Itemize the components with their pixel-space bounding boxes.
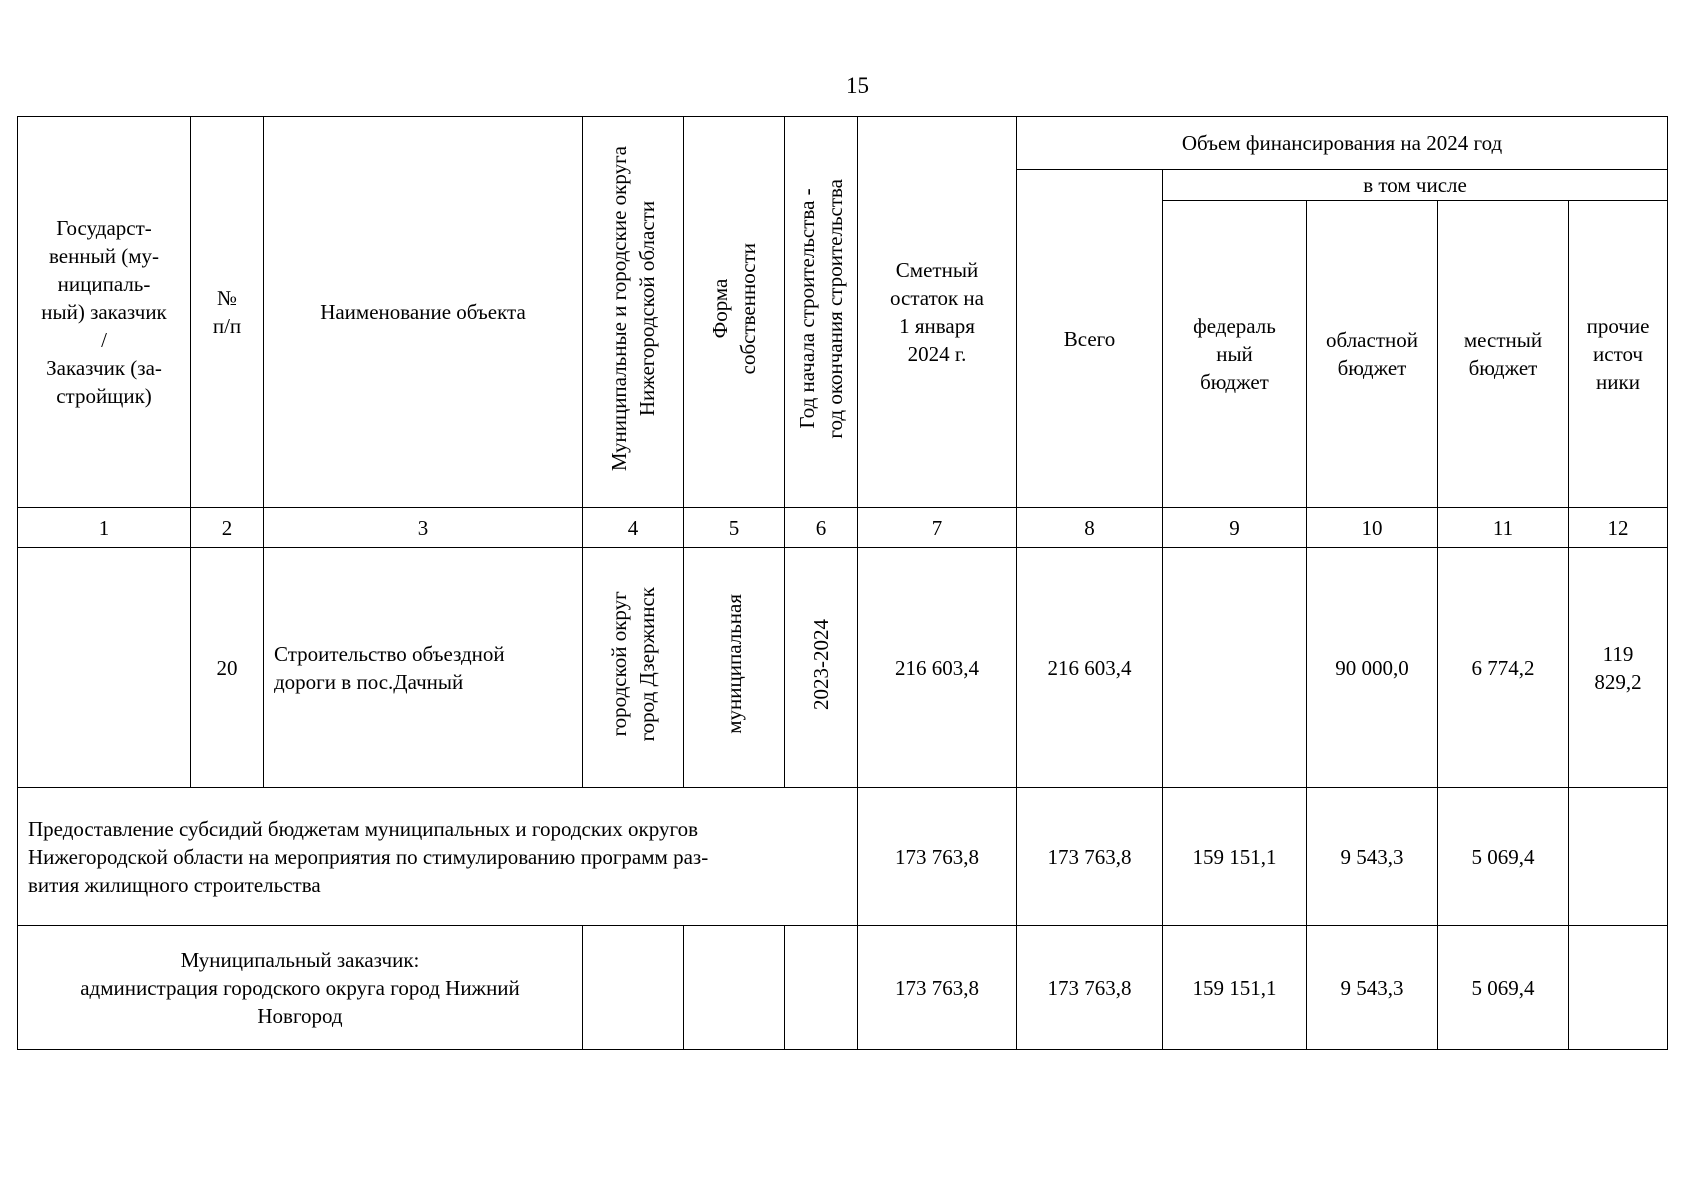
column-number: 8 — [1017, 508, 1163, 548]
header-estimate-remainder: Сметный остаток на 1 января 2024 г. — [858, 117, 1017, 508]
header-other-sources: прочие источ ники — [1569, 201, 1668, 508]
object-ownership-text: муниципальная — [722, 594, 746, 734]
header-federal-budget: федераль ный бюджет — [1163, 201, 1307, 508]
header-row-number: № п/п — [191, 117, 264, 508]
header-customer: Государст- венный (му- ниципаль- ный) заказчик / Заказчик (за- стройщик) — [18, 117, 191, 508]
subsidy-description: Предоставление субсидий бюджетам муниципальных и городских округов Нижегородской области на мероприятия по стимулированию программ раз- вития жилищного строительства — [18, 788, 858, 926]
header-regional-budget: областной бюджет — [1307, 201, 1438, 508]
column-number: 11 — [1438, 508, 1569, 548]
header-ownership-text: Форма собственности — [708, 242, 760, 375]
column-number: 1 — [18, 508, 191, 548]
object-customer-cell — [18, 548, 191, 788]
object-years — [785, 548, 858, 788]
header-districts-text: Муниципальные и городские округа Нижегородской области — [607, 145, 659, 472]
subsidy-federal: 159 151,1 — [1163, 788, 1307, 926]
header-districts — [583, 117, 684, 508]
subsidy-other — [1569, 788, 1668, 926]
header-total: Всего — [1017, 170, 1163, 508]
empty-cell — [583, 926, 684, 1050]
subsidy-total: 173 763,8 — [1017, 788, 1163, 926]
header-local-budget: местный бюджет — [1438, 201, 1569, 508]
column-number: 3 — [264, 508, 583, 548]
column-number: 9 — [1163, 508, 1307, 548]
municipal-customer: Муниципальный заказчик: администрация городского округа город Нижний Новгород — [18, 926, 583, 1050]
object-total: 216 603,4 — [1017, 548, 1163, 788]
financing-table — [17, 116, 1668, 1050]
empty-cell — [785, 926, 858, 1050]
header-object-name: Наименование объекта — [264, 117, 583, 508]
object-federal — [1163, 548, 1307, 788]
object-local: 6 774,2 — [1438, 548, 1569, 788]
subsidy-estimate-remainder: 173 763,8 — [858, 788, 1017, 926]
customer-other — [1569, 926, 1668, 1050]
object-other: 119 829,2 — [1569, 548, 1668, 788]
column-numbers-row — [18, 508, 1668, 548]
column-number: 4 — [583, 508, 684, 548]
object-estimate-remainder: 216 603,4 — [858, 548, 1017, 788]
column-number: 2 — [191, 508, 264, 548]
object-number: 20 — [191, 548, 264, 788]
customer-estimate-remainder: 173 763,8 — [858, 926, 1017, 1050]
subsidy-row — [18, 788, 1668, 926]
object-name: Строительство объездной дороги в пос.Дачный — [264, 548, 583, 788]
header-years — [785, 117, 858, 508]
customer-local: 5 069,4 — [1438, 926, 1569, 1050]
column-number: 7 — [858, 508, 1017, 548]
empty-cell — [684, 926, 785, 1050]
object-row — [18, 548, 1668, 788]
header-including: в том числе — [1163, 170, 1668, 201]
header-years-text: Год начала строительства - год окончания строительства — [795, 178, 847, 439]
subsidy-local: 5 069,4 — [1438, 788, 1569, 926]
object-regional: 90 000,0 — [1307, 548, 1438, 788]
column-number: 6 — [785, 508, 858, 548]
column-number: 5 — [684, 508, 785, 548]
object-ownership — [684, 548, 785, 788]
object-district-text: городской округ город Дзержинск — [607, 586, 659, 742]
customer-total: 173 763,8 — [1017, 926, 1163, 1050]
object-district — [583, 548, 684, 788]
subsidy-regional: 9 543,3 — [1307, 788, 1438, 926]
customer-regional: 9 543,3 — [1307, 926, 1438, 1050]
municipal-customer-row — [18, 926, 1668, 1050]
object-years-text: 2023-2024 — [809, 618, 833, 710]
page-number: 15 — [846, 73, 869, 98]
header-funding-title: Объем финансирования на 2024 год — [1017, 117, 1668, 170]
column-number: 12 — [1569, 508, 1668, 548]
column-number: 10 — [1307, 508, 1438, 548]
header-ownership — [684, 117, 785, 508]
customer-federal: 159 151,1 — [1163, 926, 1307, 1050]
